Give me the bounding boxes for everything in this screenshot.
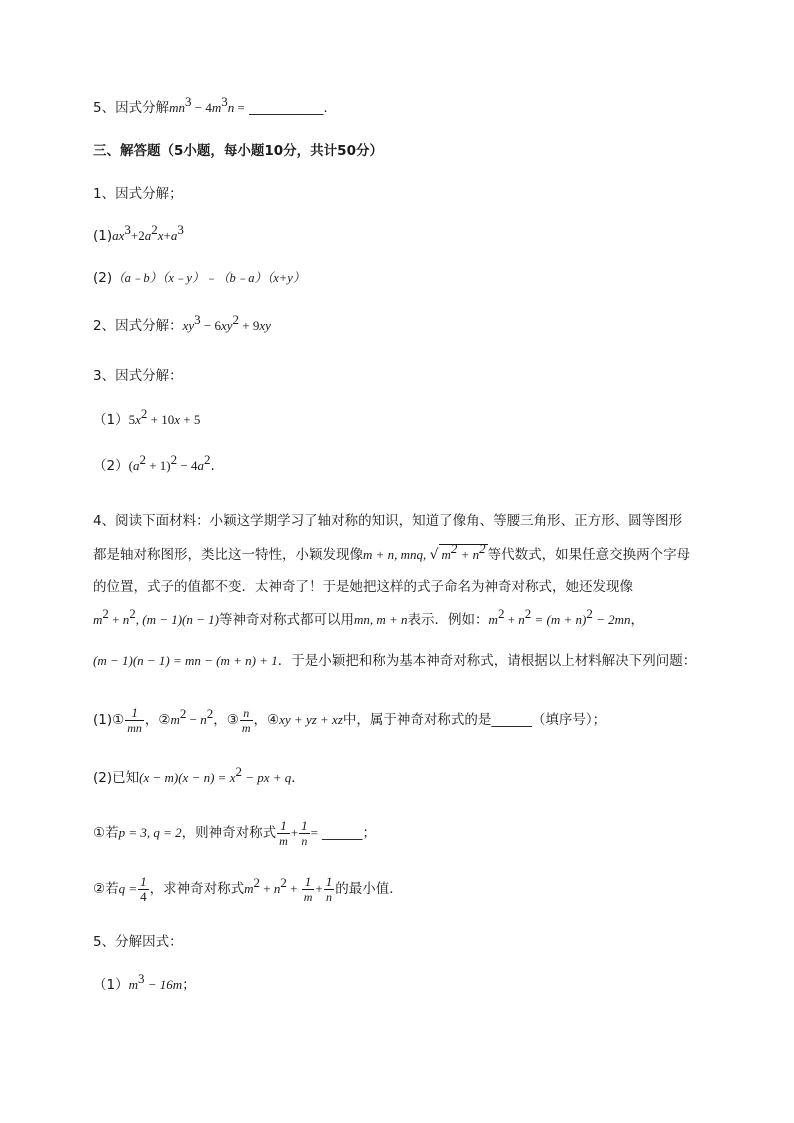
fraction: $\frac{1}{m}$ xyxy=(303,873,313,904)
problem-5-title: 5、分解因式： xyxy=(93,934,183,950)
problem-4-line-3: 的位置，式子的值都不变．太神奇了！于是她把这样的式子命名为神奇对称式，她还发现像 xyxy=(93,579,633,595)
problem-4-line-4: $m^2 + n^2$, (m − 1)(n − 1)等神奇对称式都可以用mn, m + n表示．例如：$m^2 + n^2 = (m + n)^2 - 2mn$， xyxy=(93,606,645,628)
answer-blank: ______ xyxy=(322,825,363,841)
radical-sign: √ xyxy=(429,547,439,563)
answer-blank: ______ xyxy=(491,712,532,728)
answer-blank: ___________ xyxy=(249,100,324,116)
problem-1-part-2: (2)（a﹣b）（x﹣y）﹣（b﹣a）（x+y） xyxy=(93,270,306,286)
problem-4-question-2b: ②若q = $\frac{1}{4}$ ，求神奇对称式$m^2 + n^2$ + $\frac{1}{m}$ + $\frac{1}{n}$ 的最小值． xyxy=(93,873,403,904)
problem-3-part-1: $(1)5x^2 + 10x + 5$ xyxy=(93,406,201,428)
fraction: $\frac{1}{n}$ xyxy=(301,817,308,848)
fraction: $\frac{1}{4}$ xyxy=(140,873,147,904)
problem-4-line-1: 4、阅读下面材料：小颖这学期学习了轴对称的知识，知道了像角、等腰三角形、正方形、圆等图形 xyxy=(93,513,683,529)
fraction: $\frac{1}{m}$ xyxy=(279,817,288,848)
problem-4-line-2: 都是轴对称图形，类比这一特性，小颖发现像m + n, mnq, √ $m^2 + n^2$ 等代数式，如果任意交换两个字母 xyxy=(93,541,691,563)
fraction: $\frac{1}{n}$ xyxy=(325,873,333,904)
section-3-heading: 三、解答题（5小题，每小题10分，共计50分） xyxy=(93,143,383,159)
problem-4-question-1: (1)① $\frac{1}{mn}$ ，$②m^2 - n^2$，③ $\frac{n}{m}$ ，④xy + yz + xz中，属于神奇对称式的是______（填序号）； xyxy=(93,704,607,735)
problem-2: 2、因式分解：$xy^3 - 6xy^2 + 9xy$ xyxy=(93,312,271,334)
problem-4-question-2: (2)已知$(x - m)(x - n) = x^2$ − px + q． xyxy=(93,764,305,786)
question-5-fill-blank: 5、因式分解$mn^3 - 4m^3n$ = ___________. xyxy=(93,94,328,116)
square-root: $m^2 + n^2$ xyxy=(439,544,487,565)
problem-3-title: 3、因式分解： xyxy=(93,368,183,384)
fraction: $\frac{n}{m}$ xyxy=(241,705,251,735)
problem-1-title: 1、因式分解； xyxy=(93,186,183,202)
fraction: $\frac{1}{mn}$ xyxy=(127,704,142,735)
problem-1-part-1: $(1)ax^3+2a^2x+a^3$ xyxy=(93,222,184,244)
problem-5-part-1: $(1)m^3 - 16m$； xyxy=(93,971,196,993)
problem-3-part-2: $(2)(a^2 + 1)^2 - 4a^2$. xyxy=(93,452,215,474)
problem-4-line-5: (m − 1)(n − 1) = mn − (m + n) + 1．于是小颖把和称为基本神奇对称式，请根据以上材料解决下列问题： xyxy=(93,653,697,669)
problem-4-question-2a: ①若p = 3, q = 2，则神奇对称式 $\frac{1}{m}$ + $\frac{1}{n}$ = ______； xyxy=(93,817,377,848)
